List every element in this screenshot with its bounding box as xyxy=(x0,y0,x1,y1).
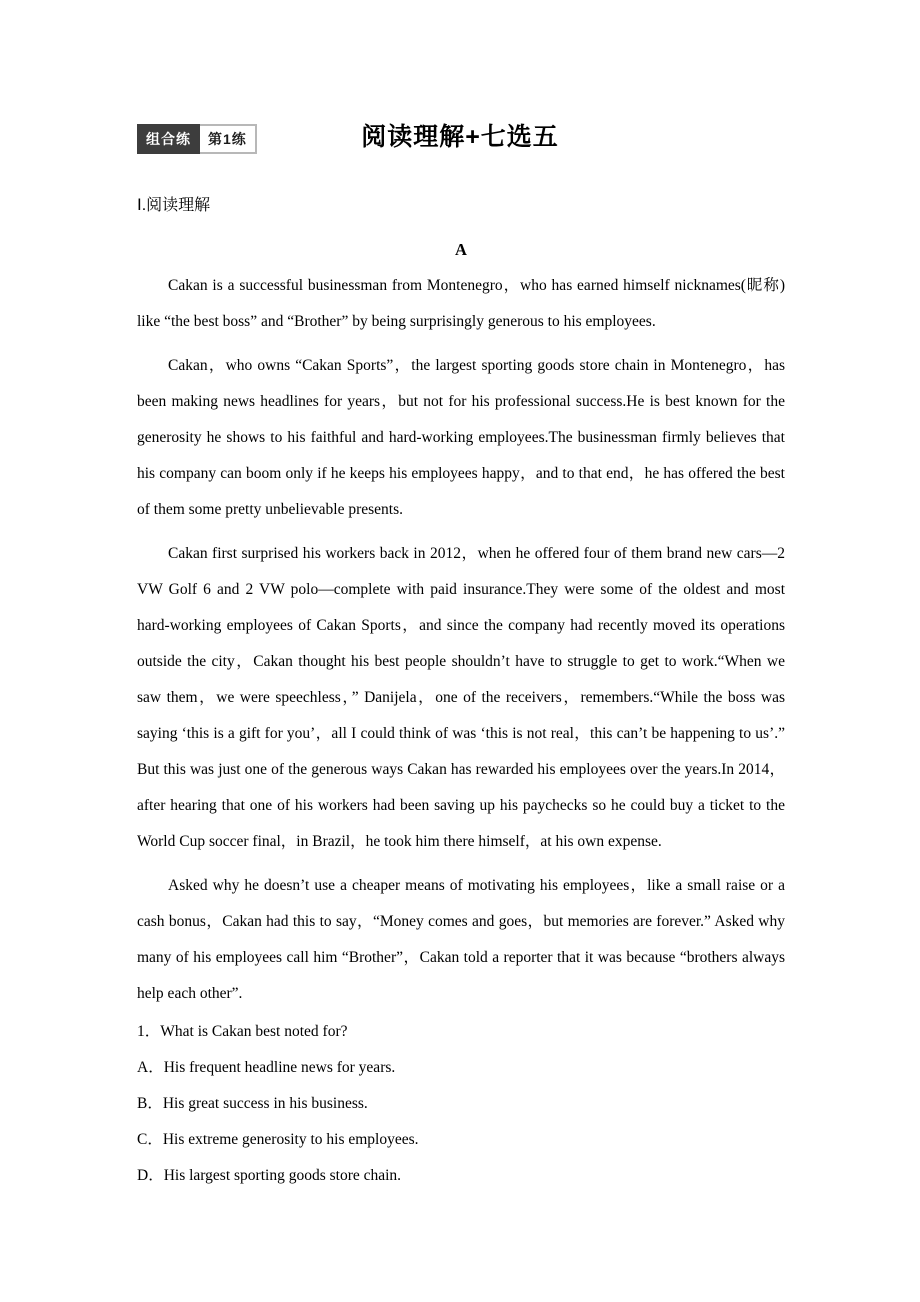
badge-primary: 组合练 xyxy=(137,124,200,154)
question-1-option-a xyxy=(137,1050,785,1086)
option-a-text: His frequent headline news for years. xyxy=(163,1059,396,1076)
option-a-label: A． xyxy=(137,1059,164,1076)
option-b-text: His great success in his business. xyxy=(162,1095,368,1112)
page-title: 阅读理解+七选五 xyxy=(361,123,559,151)
question-1-option-d xyxy=(137,1158,785,1194)
question-1-text: What is Cakan best noted for? xyxy=(160,1023,348,1040)
question-1-option-c xyxy=(137,1122,785,1158)
badge-secondary: 第1练 xyxy=(200,124,257,154)
question-1-option-b xyxy=(137,1086,785,1122)
question-1-number: 1． xyxy=(137,1023,161,1040)
option-c-label: C． xyxy=(137,1131,163,1148)
content-area xyxy=(0,194,920,1194)
option-b-label: B． xyxy=(137,1095,163,1112)
passage-paragraph-3: Cakan first surprised his workers back in 2012，when he offered four of them brand new cars—2 VW Golf 6 and 2 VW polo—complete with paid insurance.They were some of the oldest and most hard-working employees of Cakan Sports，and since the company had recently moved its operations outside the city，Cakan thought his best people shouldn’t have to struggle to get to work.“When we saw them，we were speechless，” Danijela，one of the receivers，remembers.“While the boss was saying ‘this is a gift for you’，all I could think of was ‘this is not real，this can’t be happening to us’.” But this was just one of the generous ways Cakan has rewarded his employees over the years.In 2014，after hearing that one of his workers had been saving up his paychecks so he could buy a ticket to the World Cup soccer final，in Brazil，he took him there himself，at his own expense. xyxy=(137,545,785,850)
lesson-badge xyxy=(137,124,257,154)
passage-label: A xyxy=(455,240,467,259)
passage-paragraph-4: Asked why he doesn’t use a cheaper means of motivating his employees，like a small raise or a cash bonus，Cakan had this to say，“Money comes and goes，but memories are forever.” Asked why many of his employees call him “Brother”，Cakan told a reporter that it was because “brothers always help each other”. xyxy=(137,877,785,1002)
header xyxy=(0,122,920,152)
passage-paragraph-1: Cakan is a successful businessman from Montenegro，who has earned himself nicknames(昵称) like “the best boss” and “Brother” by being surprisingly generous to his employees. xyxy=(137,277,785,330)
question-1-stem xyxy=(137,1014,785,1050)
passage-paragraph-2: Cakan，who owns “Cakan Sports”，the largest sporting goods store chain in Montenegro，has been making news headlines for years，but not for his professional success.He is best known for the generosity he shows to his faithful and hard-working employees.The businessman firmly believes that his company can boom only if he keeps his employees happy，and to that end，he has offered the best of them some pretty unbelievable presents. xyxy=(137,357,785,518)
option-d-label: D． xyxy=(137,1167,164,1184)
option-d-text: His largest sporting goods store chain. xyxy=(163,1167,402,1184)
section-label: Ⅰ.阅读理解 xyxy=(137,197,211,214)
option-c-text: His extreme generosity to his employees. xyxy=(162,1131,419,1148)
